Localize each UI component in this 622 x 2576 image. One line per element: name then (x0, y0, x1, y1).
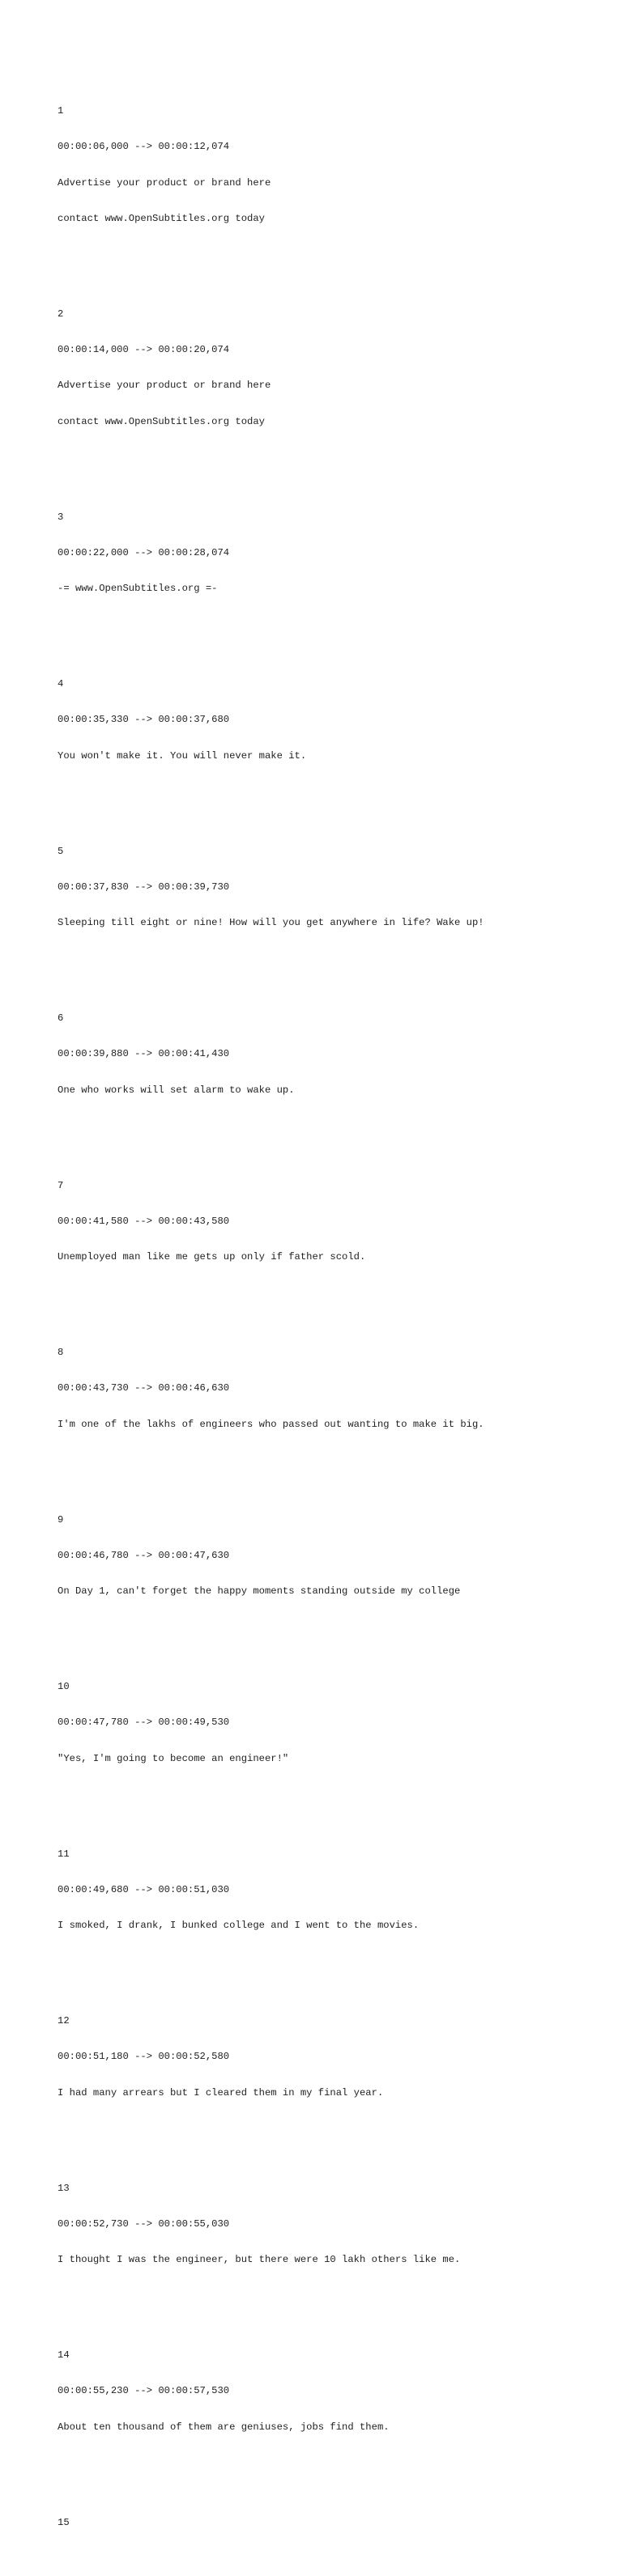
subtitle-cue (58, 1490, 608, 1621)
cue-index: 9 (58, 1513, 64, 1526)
subtitle-cue (58, 655, 608, 786)
cue-text-line: You won't make it. You will never make it. (58, 749, 307, 762)
cue-timestamp: 00:00:14,000 --> 00:00:20,074 (58, 344, 230, 355)
cue-text-line: contact www.OpenSubtitles.org today (58, 415, 265, 427)
cue-text-line: I had many arrears but I cleared them in my final year. (58, 2086, 384, 2099)
subtitle-cue (58, 1323, 608, 1454)
subtitle-cue (58, 82, 608, 249)
subtitle-cue (58, 487, 608, 618)
cue-timestamp: 00:00:37,830 --> 00:00:39,730 (58, 881, 230, 893)
cue-timestamp: 00:00:39,880 --> 00:00:41,430 (58, 1048, 230, 1060)
cue-index: 3 (58, 511, 64, 523)
subtitle-cue (58, 2493, 608, 2553)
cue-index: 13 (58, 2182, 70, 2194)
cue-index: 8 (58, 1347, 64, 1358)
subtitle-cue (58, 1156, 608, 1287)
cue-timestamp: 00:00:22,000 --> 00:00:28,074 (58, 546, 230, 558)
cue-timestamp: 00:00:47,780 --> 00:00:49,530 (58, 1717, 230, 1729)
cue-index: 15 (58, 2516, 70, 2528)
cue-index: 2 (58, 308, 64, 320)
cue-text-line: Unemployed man like me gets up only if father scold. (58, 1251, 366, 1263)
cue-text-line: I smoked, I drank, I bunked college and I went to the movies. (58, 1920, 420, 1931)
cue-index: 7 (58, 1179, 64, 1191)
subtitle-cue (58, 1657, 608, 1789)
cue-text-line: "Yes, I'm going to become an engineer!" (58, 1752, 289, 1764)
cue-timestamp: 00:00:43,730 --> 00:00:46,630 (58, 1382, 230, 1394)
subtitle-cue (58, 1992, 608, 2123)
cue-timestamp: 00:00:55,230 --> 00:00:57,530 (58, 2385, 230, 2397)
cue-index: 12 (58, 2015, 70, 2026)
cue-index: 5 (58, 845, 64, 857)
cue-text-line: contact www.OpenSubtitles.org today (58, 212, 265, 224)
cue-timestamp: 00:00:51,180 --> 00:00:52,580 (58, 2051, 230, 2063)
cue-timestamp: 00:00:41,580 --> 00:00:43,580 (58, 1215, 230, 1227)
cue-text-line: I'm one of the lakhs of engineers who passed out wanting to make it big. (58, 1418, 484, 1430)
subtitle-cue (58, 2158, 608, 2290)
cue-text-line: On Day 1, can't forget the happy moments standing outside my college (58, 1585, 461, 1597)
cue-text-line: Sleeping till eight or nine! How will you get anywhere in life? Wake up! (58, 917, 484, 928)
cue-text-line: Advertise your product or brand here (58, 176, 271, 189)
cue-text-line: Advertise your product or brand here (58, 380, 271, 392)
subtitle-document (58, 57, 608, 2576)
subtitle-cue (58, 989, 608, 1120)
cue-timestamp: 00:00:46,780 --> 00:00:47,630 (58, 1549, 230, 1561)
cue-text-line: About ten thousand of them are geniuses, jobs find them. (58, 2421, 390, 2433)
cue-timestamp: 00:00:52,730 --> 00:00:55,030 (58, 2217, 230, 2230)
cue-index: 1 (58, 105, 64, 117)
subtitle-cue (58, 821, 608, 953)
subtitle-cue (58, 2326, 608, 2457)
cue-text-line: One who works will set alarm to wake up. (58, 1084, 295, 1096)
cue-index: 6 (58, 1012, 64, 1024)
cue-index: 4 (58, 678, 64, 690)
cue-timestamp: 00:00:06,000 --> 00:00:12,074 (58, 141, 230, 153)
cue-text-line: I thought I was the engineer, but there were 10 lakh others like me. (58, 2254, 461, 2265)
subtitle-cue (58, 1824, 608, 1955)
cue-index: 14 (58, 2349, 70, 2361)
cue-text-line: -= www.OpenSubtitles.org =- (58, 583, 218, 594)
cue-timestamp: 00:00:35,330 --> 00:00:37,680 (58, 714, 230, 726)
cue-timestamp: 00:00:49,680 --> 00:00:51,030 (58, 1883, 230, 1895)
subtitle-cue (58, 284, 608, 452)
cue-index: 10 (58, 1681, 70, 1692)
cue-index: 11 (58, 1848, 70, 1860)
